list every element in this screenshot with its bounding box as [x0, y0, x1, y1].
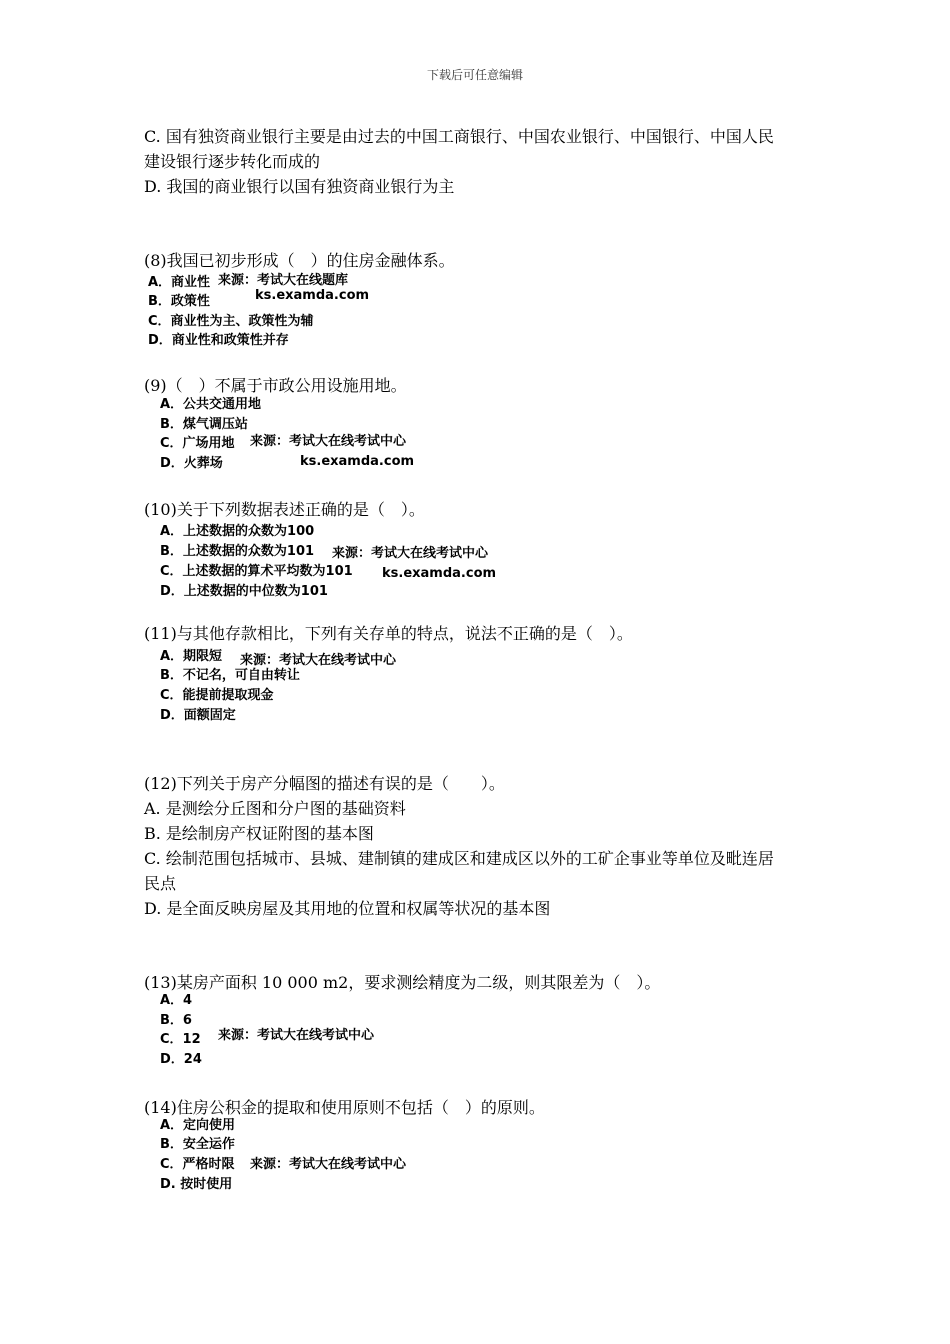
q12-option-c-line2: 民点	[144, 874, 177, 893]
q8-option-a: A．商业性	[148, 275, 211, 290]
q9-option-d: D．火葬场	[160, 456, 223, 471]
q9-stem: (9)（ ）不属于市政公用设施用地。	[144, 376, 407, 395]
q10-watermark-source: 来源：考试大在线考试中心	[332, 546, 489, 561]
prev-option-d: D. 我国的商业银行以国有独资商业银行为主	[144, 177, 455, 196]
q14-watermark-source: 来源：考试大在线考试中心	[250, 1157, 407, 1172]
q14-option-b: B．安全运作	[160, 1137, 235, 1152]
q12-stem: (12)下列关于房产分幅图的描述有误的是（ ）。	[144, 774, 505, 793]
q13-option-d: D．24	[160, 1052, 202, 1067]
page-header: 下载后可任意编辑	[426, 68, 523, 82]
q14-stem: (14)住房公积金的提取和使用原则不包括（ ）的原则。	[144, 1098, 545, 1117]
q14-option-c: C．严格时限	[160, 1157, 235, 1172]
prev-option-c-line1: C. 国有独资商业银行主要是由过去的中国工商银行、中国农业银行、中国银行、中国人民	[144, 127, 774, 146]
q8-option-b: B．政策性	[148, 294, 210, 309]
q11-option-a: A．期限短	[160, 649, 223, 664]
q10-option-a: A．上述数据的众数为100	[160, 524, 315, 539]
q10-option-b: B．上述数据的众数为101	[160, 544, 315, 559]
q8-watermark-source: 来源：考试大在线题库	[218, 273, 349, 288]
q8-stem: (8)我国已初步形成（ ）的住房金融体系。	[144, 251, 455, 270]
q11-option-c: C．能提前提取现金	[160, 688, 274, 703]
q11-option-d: D．面额固定	[160, 708, 236, 723]
q14-option-d: D. 按时使用	[160, 1177, 233, 1192]
q8-watermark-url: ks.examda.com	[255, 288, 370, 303]
q13-watermark-source: 来源：考试大在线考试中心	[218, 1028, 375, 1043]
q12-option-a: A. 是测绘分丘图和分户图的基础资料	[144, 799, 406, 818]
q9-option-b: B．煤气调压站	[160, 417, 248, 432]
q11-watermark-source: 来源：考试大在线考试中心	[240, 653, 397, 668]
q13-option-c: C．12	[160, 1032, 201, 1047]
q8-option-d: D．商业性和政策性并存	[148, 333, 289, 348]
q11-stem: (11)与其他存款相比，下列有关存单的特点，说法不正确的是（ ）。	[144, 624, 633, 643]
q11-option-b: B．不记名，可自由转让	[160, 668, 300, 683]
q8-option-c: C．商业性为主、政策性为辅	[148, 314, 314, 329]
q12-option-b: B. 是绘制房产权证附图的基本图	[144, 824, 374, 843]
q9-option-a: A．公共交通用地	[160, 397, 262, 412]
q10-stem: (10)关于下列数据表述正确的是（ ）。	[144, 500, 425, 519]
q13-option-b: B．6	[160, 1013, 192, 1028]
q10-watermark-url: ks.examda.com	[382, 566, 497, 581]
q9-watermark-url: ks.examda.com	[300, 454, 415, 469]
prev-option-c-line2: 建设银行逐步转化而成的	[144, 152, 321, 171]
q9-watermark-source: 来源：考试大在线考试中心	[250, 434, 407, 449]
q12-option-c-line1: C. 绘制范围包括城市、县城、建制镇的建成区和建成区以外的工矿企事业等单位及毗连居	[144, 849, 774, 868]
q14-option-a: A．定向使用	[160, 1118, 236, 1133]
q10-option-c: C．上述数据的算术平均数为101	[160, 564, 353, 579]
q13-stem: (13)某房产面积 10 000 m2，要求测绘精度为二级，则其限差为（ ）。	[144, 973, 661, 992]
q10-option-d: D．上述数据的中位数为101	[160, 584, 328, 599]
q9-option-c: C．广场用地	[160, 436, 235, 451]
q13-option-a: A．4	[160, 993, 193, 1008]
q12-option-d: D. 是全面反映房屋及其用地的位置和权属等状况的基本图	[144, 899, 551, 918]
